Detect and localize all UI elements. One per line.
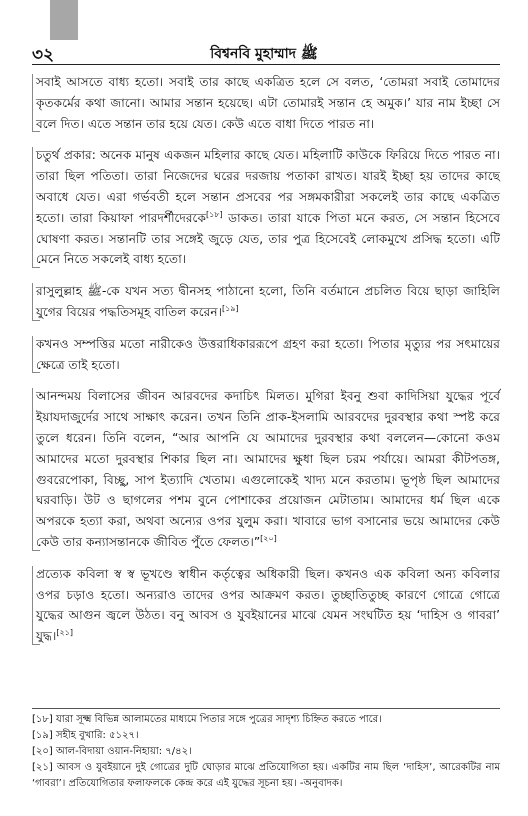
footnote-ref-20[interactable]: [২০] <box>260 533 277 543</box>
paragraph-3: রাসুলুল্লাহ ﷺ-কে যখন সত্য দ্বীনসহ পাঠানো হলো, তিনি বর্তমানে প্রচলিত বিয়ে ছাড়া জাহিলি যুগের বিয়ের পদ্ধতিসমূহ বাতিল করেন।[১৯] <box>32 281 500 323</box>
footnote-ref-21[interactable]: [২১] <box>56 628 73 638</box>
footnote-21: [২১] আবস ও যুবইয়ানে দুই গোত্রের দুটি ঘোড়ার মাঝে প্রতিযোগিতা হয়। একটির নাম ছিল ‘দাহিস’, আরেকটির নাম ‘গাবরা’। প্রতিযোগিতার ফলাফলকে কেন্দ্র করে এই যুদ্ধের সূচনা হয়। -অনুবাদক। <box>32 762 500 789</box>
paragraph-6: প্রত্যেক কবিলা স্ব স্ব ভূখণ্ডে স্বাধীন কর্তৃত্বের অধিকারী ছিল। কখনও এক কবিলা অন্য কবিলার ওপর চড়াও হতো। অন্যরাও তাদের ওপর আক্রমণ করত। তুচ্ছাতিতুচ্ছ কারণে গোত্রে গোত্রে যুদ্ধের আগুন জ্বলে উঠত। বনু আবস ও যুবইয়ানের মাঝে যেমন সংঘটিত হয় ‘দাহিস ও গাবরা’ যুদ্ধ।[২১] <box>32 564 500 647</box>
footnote-20: [২০] আল-বিদায়া ওয়ান-নিহায়া: ৭/৪২। <box>32 746 192 757</box>
header-rule <box>32 64 500 65</box>
footnote-ref-18[interactable]: [১৮] <box>205 209 223 219</box>
running-title: বিশ্বনবি মুহাম্মাদ ﷺ <box>210 46 318 62</box>
paragraph-5: আনন্দময় বিলাসের জীবন আরবদের কদাচিৎ মিলত। মুগিরা ইবনু শুবা কাদিসিয়া যুদ্ধের পূর্বে ইয়াযদাজুর্দের সাথে সাক্ষাৎ করেন। তখন তিনি প্রাক-ইসলামি আরবদের দুরবস্থার কথা স্পষ্ট করে তুলে ধরেন। তিনি বলেন, “আর আপনি যে আমাদের দুরবস্থার কথা বললেন—কোনো কওম আমাদের মতো দুরবস্থার শিকার ছিল না। আমাদের ক্ষুধা ছিল চরম পর্যায়ে। আমরা কীটপতঙ্গ, গুবরেপোকা, বিচ্ছু, সাপ ইত্যাদি খেতাম। এগুলোকেই খাদ্য মনে করতাম। ভূপৃষ্ঠ ছিল আমাদের ঘরবাড়ি। উট ও ছাগলের পশম বুনে পোশাকের প্রয়োজন মেটাতাম। আমাদের ধর্ম ছিল একে অপরকে হত্যা করা, অথবা অন্যের ওপর যুলুম করা। খাবারে ভাগ বসানোর ভয়ে আমাদের কেউ কেউ তার কন্যাসন্তানকে জীবিত পুঁতে ফেলত।”[২০] <box>32 386 500 552</box>
paragraph-4: কখনও সম্পত্তির মতো নারীকেও উত্তরাধিকাররূপে গ্রহণ করা হতো। পিতার মৃত্যুর পর সৎমায়ের ক্ষেত্রে তাই হতো। <box>32 334 500 376</box>
footnote-19: [১৯] সহীহ বুখারি: ৫১২৭। <box>32 730 139 741</box>
page-number: ৩২ <box>32 45 55 65</box>
paragraph-1: সবাই আসতে বাধ্য হতো। সবাই তার কাছে একত্রিত হলে সে বলত, ‘তোমরা সবাই তোমাদের কৃতকর্মের কথা জানো। আমার সন্তান হয়েছে। এটা তোমারই সন্তান হে অমুক।’ যার নাম ইচ্ছা সে বলে দিত। এতে সন্তান তার হয়ে যেত। কেউ এতে বাধা দিতে পারত না। <box>32 72 500 134</box>
page-tab-marker <box>50 0 78 40</box>
paragraph-2: চতুর্থ প্রকার: অনেক মানুষ একজন মহিলার কাছে যেত। মহিলাটি কাউকে ফিরিয়ে দিতে পারত না। তারা ছিল পতিতা। তারা নিজেদের ঘরের দরজায় পতাকা রাখত। যারই ইচ্ছা হয় তাদের কাছে অবাধে যেত। এরা গর্ভবতী হলে সন্তান প্রসবের পর সঙ্গমকারীরা সকলেই তার কাছে একত্রিত হতো। তারা কিয়াফা পারদর্শীদেরকে[১৮] ডাকত। তারা যাকে পিতা মনে করত, সে সন্তান হিসেবে ঘোষণা করত। সন্তানটি তার সঙ্গেই জুড়ে যেত, তার পুত্র হিসেবেই লোকমুখে প্রসিদ্ধ হতো। এটি মেনে নিতে সকলেই বাধ্য হতো। <box>32 145 500 270</box>
footnotes <box>32 708 500 792</box>
main-text <box>32 72 500 658</box>
footnote-ref-19[interactable]: [১৯] <box>222 303 239 313</box>
footnote-18: [১৮] যারা সূক্ষ্ম বিভিন্ন আলামতের মাধ্যমে পিতার সঙ্গে পুত্রের সাদৃশ্য চিহ্নিত করতে পারে। <box>32 714 382 725</box>
